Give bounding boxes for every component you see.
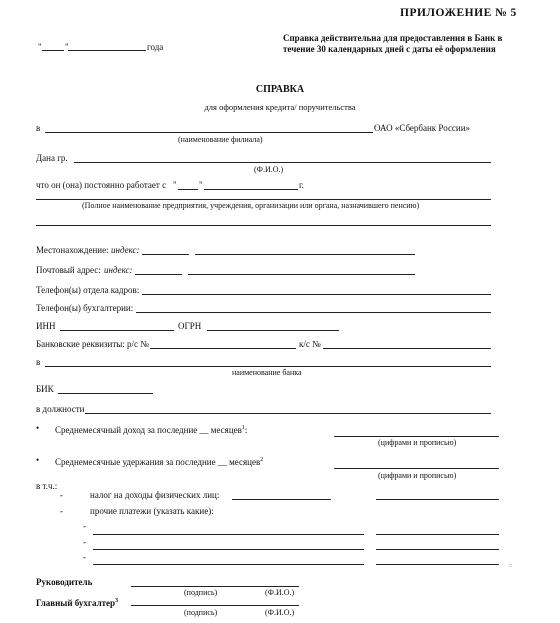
bik-line [58, 393, 153, 394]
document-title: СПРАВКА [255, 84, 305, 95]
phone-accounting-line [136, 312, 491, 313]
head-signature-line [131, 586, 299, 587]
works-since-text: что он (она) постоянно работает с [36, 180, 167, 190]
deductions-line [334, 468, 499, 469]
chief-accountant-label: Главный бухгалтер$^3$ [36, 598, 119, 608]
chief-name-caption: (Ф.И.О.) [265, 608, 295, 617]
other-item-amount-line-2 [376, 549, 499, 550]
appendix-number: ПРИЛОЖЕНИЕ № 5 [400, 7, 517, 19]
other-item-amount-line-3 [376, 564, 499, 565]
bik-label: БИК [36, 384, 54, 394]
postal-index-label: индекс: [104, 265, 133, 275]
other-item-line-2 [93, 549, 364, 550]
postal-label: Почтовый адрес: [36, 265, 101, 275]
other-dash: - [60, 506, 63, 516]
income-line [334, 436, 499, 437]
inn-label: ИНН [36, 321, 56, 331]
branch-line [45, 132, 373, 133]
other-item-dash-1: - [83, 521, 86, 531]
bank-prefix: в [36, 357, 41, 367]
branch-caption: (наименование филиала) [178, 135, 263, 144]
tax-dash: - [60, 490, 63, 500]
bank-corr-label: к/с № [299, 339, 321, 349]
location-label: Местонахождение: [36, 245, 109, 255]
works-month-line [204, 189, 298, 190]
postal-index-line [135, 274, 182, 275]
organization-line-2 [36, 225, 491, 226]
bank-corr-line [323, 348, 491, 349]
location-index-label: индекс: [111, 245, 140, 255]
income-tax-line-2 [376, 499, 499, 500]
branch-prefix: в [36, 123, 41, 133]
works-open-quote: " [173, 180, 177, 190]
issued-to-line [74, 162, 491, 163]
location-address-line [195, 254, 415, 255]
postal-address-line [188, 274, 415, 275]
bank-account-label: Банковские реквизиты: р/с № [36, 339, 149, 349]
works-day-line [178, 189, 198, 190]
works-year-suffix: г. [299, 180, 304, 190]
issued-to-caption: (Ф.И.О.) [254, 165, 284, 174]
other-item-dash-2: - [83, 537, 86, 547]
position-label: в должности [36, 404, 85, 414]
other-item-line-3 [93, 564, 364, 565]
phone-accounting-label: Телефон(ы) бухгалтерии: [36, 303, 134, 313]
branch-bank-name: ОАО «Сбербанк России» [374, 123, 471, 133]
income-caption: (цифрами и прописью) [378, 438, 457, 447]
phone-hr-line [142, 294, 491, 295]
head-sign-caption: (подпись) [184, 588, 218, 597]
income-label: Среднемесячный доход за последние __ месяцев$^1$: [55, 425, 248, 435]
position-line [85, 413, 491, 414]
validity-note: Справка действительна для предоставления в Банк в течение 30 календарных дней с даты её оформления [283, 33, 503, 54]
ogrn-line [207, 330, 339, 331]
deductions-caption: (цифрами и прописью) [378, 471, 457, 480]
ogrn-label: ОГРН [178, 321, 202, 331]
phone-hr-label: Телефон(ы) отдела кадров: [36, 285, 140, 295]
other-item-amount-line-1 [376, 534, 499, 535]
works-close-quote: " [199, 180, 203, 190]
deductions-bullet: • [36, 455, 40, 465]
head-label: Руководитель [36, 577, 93, 587]
including-label: в т.ч.: [36, 481, 58, 491]
other-payments-label: прочие платежи (указать какие): [90, 506, 214, 516]
date-day-line [42, 50, 64, 51]
bank-name-caption: наименование банка [232, 368, 302, 377]
location-index-line [142, 254, 189, 255]
date-open-quote: " [38, 42, 42, 52]
chief-signature-line [131, 605, 299, 606]
other-item-line-1 [93, 534, 364, 535]
organization-line [36, 199, 491, 200]
date-month-line [68, 50, 146, 51]
other-item-dash-3: - [83, 552, 86, 562]
organization-caption: (Полное наименование предприятия, учреждения, организации или органа, назначившего пенсию) [82, 201, 420, 210]
income-tax-line [232, 499, 331, 500]
inn-line [60, 330, 174, 331]
date-close-quote: " [65, 42, 69, 52]
bank-name-line [45, 366, 491, 367]
income-tax-label: налог на доходы физических лиц: [90, 490, 220, 500]
date-year-suffix: года [147, 42, 164, 52]
bank-account-line [150, 348, 296, 349]
issued-to-label: Дана гр. [36, 153, 68, 163]
head-name-caption: (Ф.И.О.) [265, 588, 295, 597]
document-subtitle: для оформления кредита/ поручительства [204, 102, 356, 112]
income-bullet: • [36, 423, 40, 433]
corner-mark: □ [509, 564, 513, 569]
deductions-label: Среднемесячные удержания за последние __ месяцев$^2$ [55, 457, 264, 467]
chief-sign-caption: (подпись) [184, 608, 218, 617]
